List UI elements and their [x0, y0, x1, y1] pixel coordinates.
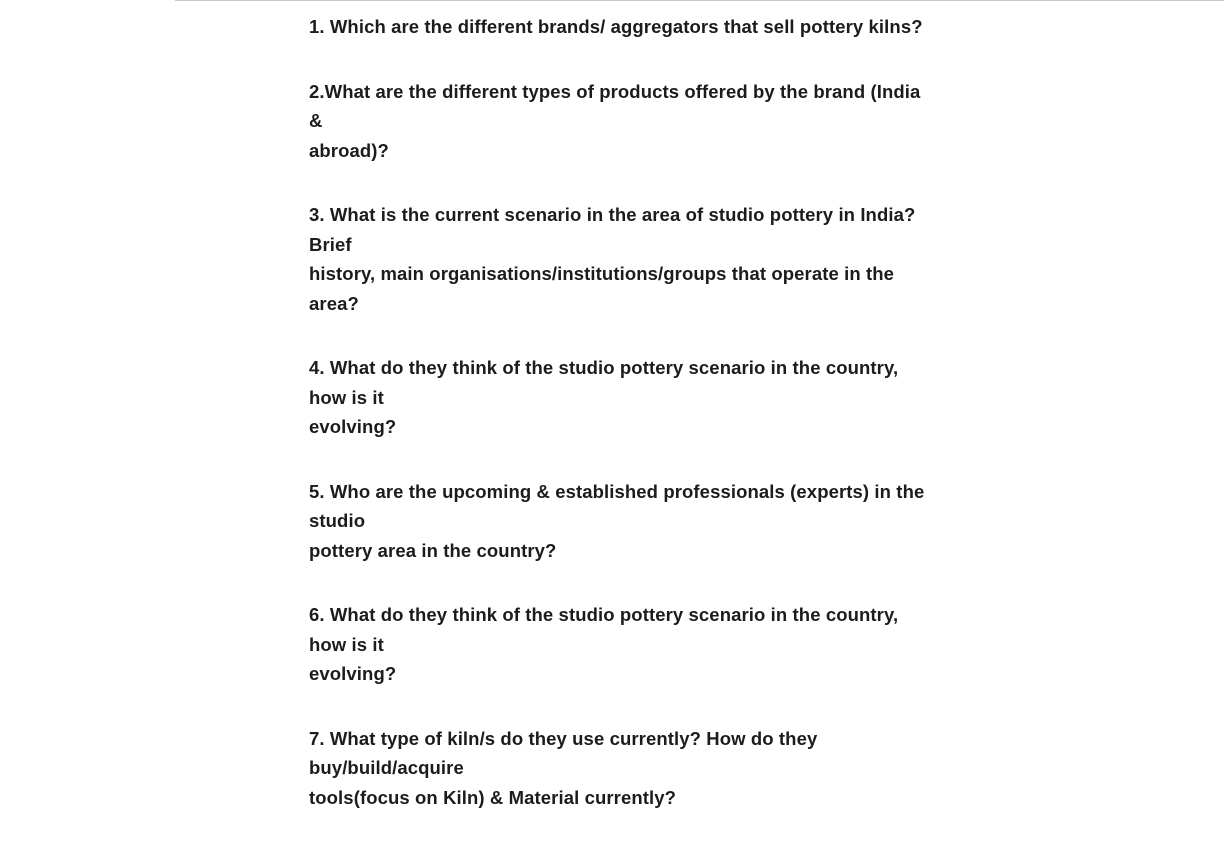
- question-2: 2.What are the different types of products offered by the brand (India & abroad)?: [309, 80, 921, 161]
- question-3: 3. What is the current scenario in the area of studio pottery in India? Brief history, main organisations/institutions/groups that operate in the area?: [309, 204, 916, 314]
- top-divider: [175, 0, 1224, 1]
- question-7: 7. What type of kiln/s do they use currently? How do they buy/build/acquire tools(focus on Kiln) & Material currently?: [309, 727, 818, 808]
- question-6: 6. What do they think of the studio pottery scenario in the country, how is it evolving?: [309, 604, 899, 684]
- question-5: 5. Who are the upcoming & established professionals (experts) in the studio pottery area in the country?: [309, 480, 925, 561]
- question-list: [309, 12, 929, 847]
- question-1: 1. Which are the different brands/ aggregators that sell pottery kilns?: [309, 16, 923, 37]
- question-4: 4. What do they think of the studio pottery scenario in the country, how is it evolving?: [309, 357, 899, 437]
